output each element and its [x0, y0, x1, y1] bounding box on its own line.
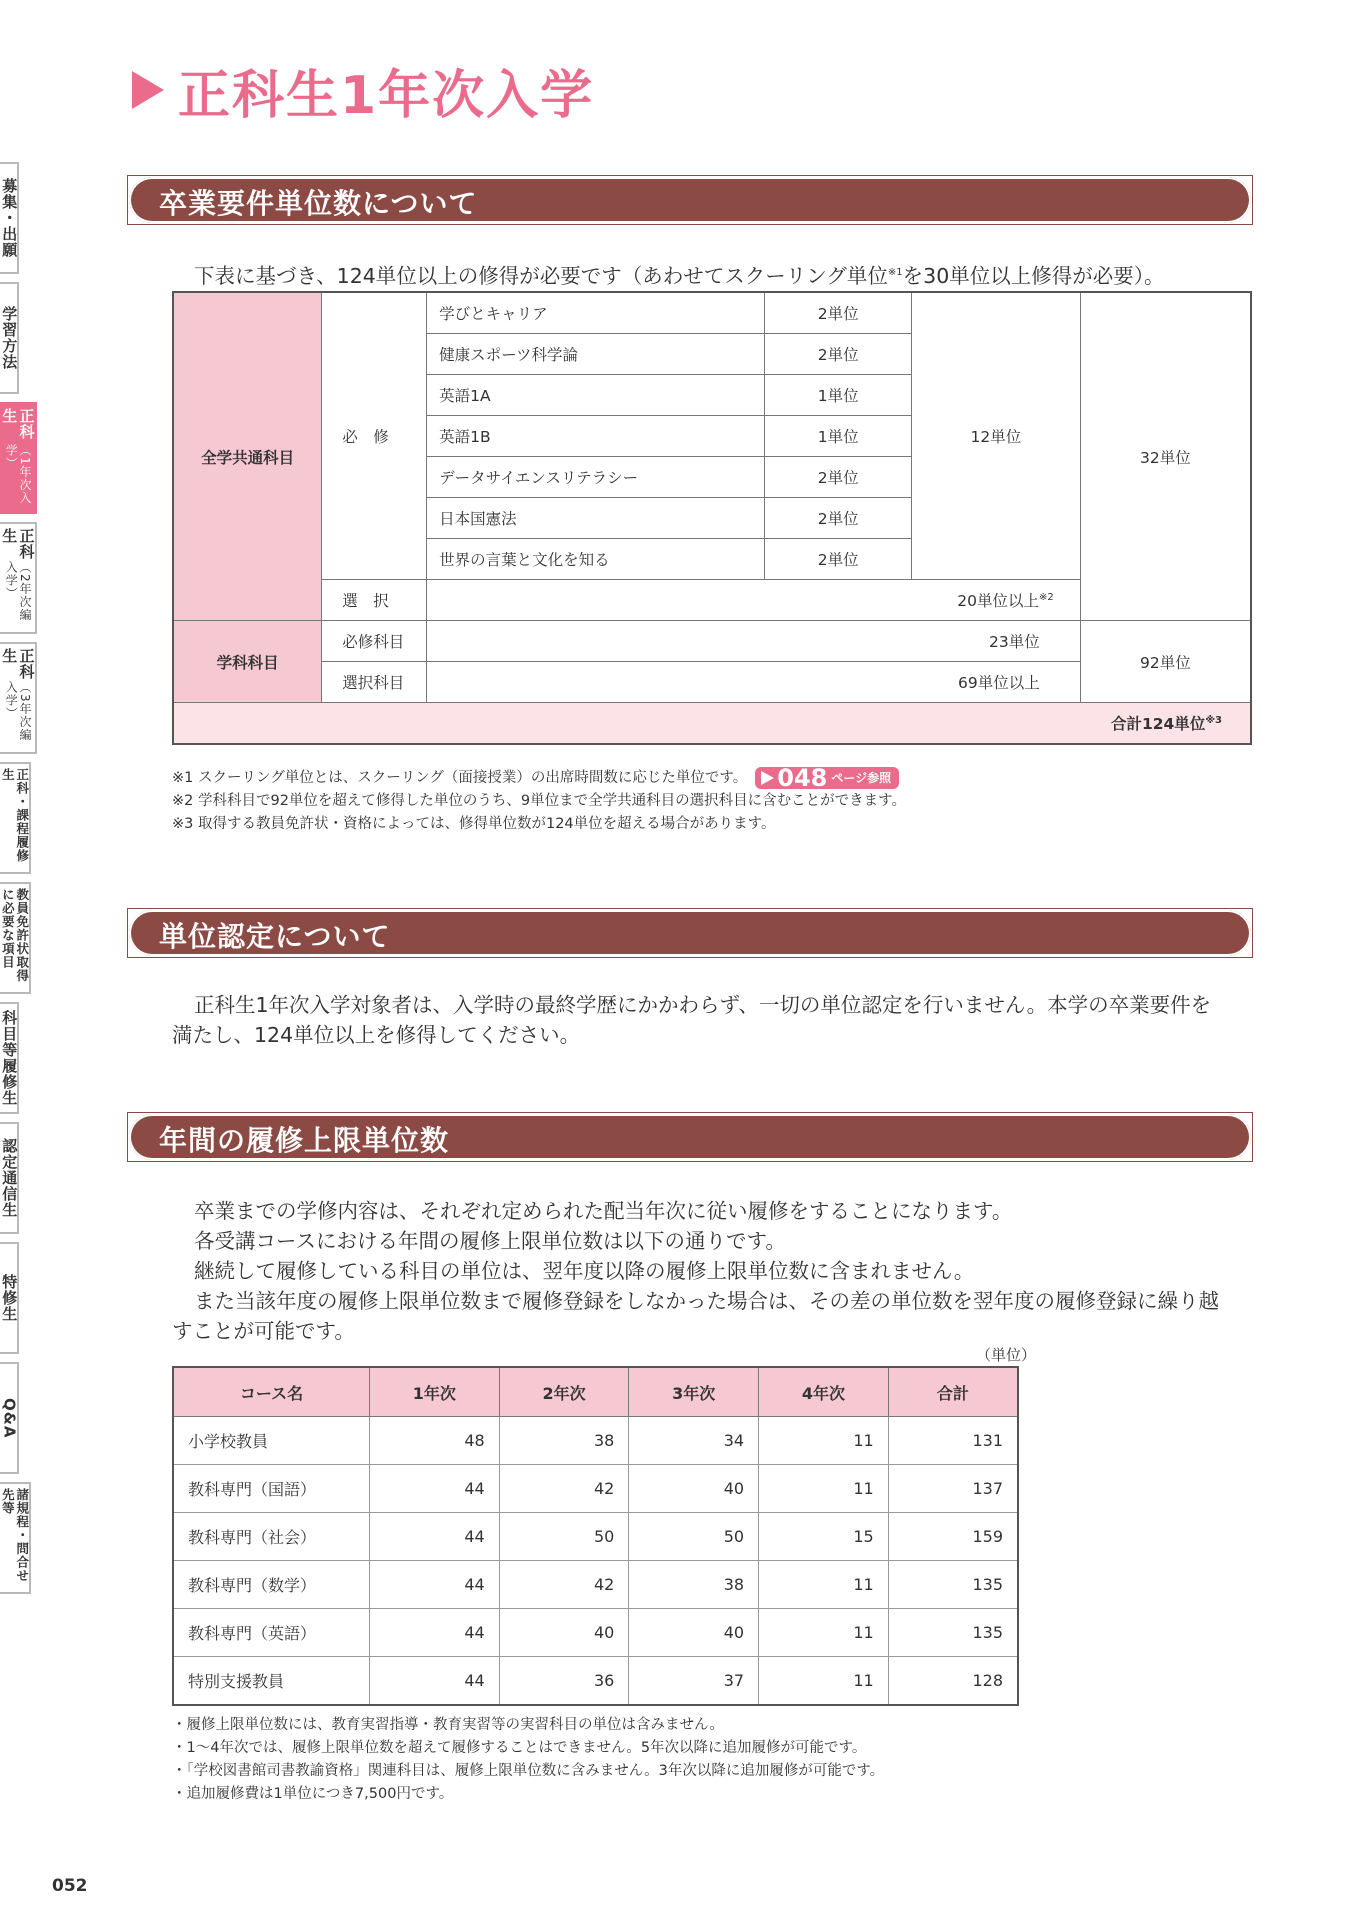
- body-line: すことが可能です。: [172, 1319, 355, 1343]
- note-line: ・追加履修費は1単位につき7,500円です。: [172, 1786, 454, 1802]
- cell-value: 50: [499, 1513, 629, 1561]
- side-tab-study-method[interactable]: [0, 282, 19, 394]
- cell-value: 44: [369, 1561, 499, 1609]
- side-tab-course-study[interactable]: [0, 762, 31, 874]
- section-title: 年間の履修上限単位数: [159, 1124, 450, 1157]
- course-name: 英語1A: [427, 375, 765, 416]
- cell-value: 40: [629, 1609, 759, 1657]
- grand-total-text: 合計124単位: [1110, 715, 1206, 733]
- group-cell: 全学共通科目: [173, 292, 322, 621]
- body-line: 卒業までの学修内容は、それぞれ定められた配当年次に従い履修をすることになります。: [194, 1199, 1013, 1223]
- side-tab-application[interactable]: [0, 162, 19, 274]
- side-tab-sublabel: （2年次編入学）: [4, 560, 33, 622]
- cell-value: 135: [888, 1609, 1018, 1657]
- side-tab-label: 科目等履修生: [0, 1010, 19, 1106]
- cell-value: 42: [499, 1561, 629, 1609]
- body-line: また当該年度の履修上限単位数まで履修登録をしなかった場合は、その差の単位数を翌年度の履修登録に繰り越: [194, 1289, 1219, 1313]
- course-name: 小学校教員: [173, 1417, 369, 1465]
- section-header-credit-recognition: [129, 910, 1251, 956]
- footnote-ref: ※3: [1205, 714, 1222, 726]
- table-header-row: [173, 1367, 1018, 1417]
- table-row: [173, 1561, 1018, 1609]
- side-tab-label: 正科・課程履修生: [0, 768, 30, 863]
- group-total: 32単位: [1080, 292, 1251, 621]
- side-tab-regular-3rd-year[interactable]: [0, 642, 37, 754]
- side-tab-certified-student[interactable]: [0, 1122, 19, 1234]
- cell-value: 11: [759, 1609, 889, 1657]
- cell-value: 37: [629, 1657, 759, 1706]
- triangle-arrow-icon: [132, 71, 164, 109]
- column-header: 2年次: [499, 1367, 629, 1417]
- page-title-text: 正科生1年次入学: [178, 65, 595, 126]
- cell-value: 135: [888, 1561, 1018, 1609]
- footnote-ref: ※2: [1039, 591, 1054, 603]
- side-tab-label: 正科生: [0, 648, 36, 680]
- side-tab-label: 学習方法: [0, 306, 19, 370]
- side-tab-label: 正科生: [0, 408, 36, 440]
- section-header-annual-limit: [129, 1114, 1251, 1160]
- note-line: ・履修上限単位数には、教育実習指導・教育実習等の実習科目の単位は含みません。: [172, 1717, 724, 1733]
- dept-required-units: 23単位: [427, 621, 1081, 662]
- course-name: 健康スポーツ科学論: [427, 334, 765, 375]
- table-row: [173, 1513, 1018, 1561]
- note-3: ※3 取得する教員免許状・資格によっては、修得単位数が124単位を超える場合があります。: [172, 816, 776, 832]
- note-line: ・1〜4年次では、履修上限単位数を超えて履修することはできません。5年次以降に追加履修が可能です。: [172, 1740, 867, 1756]
- course-units: 2単位: [765, 457, 912, 498]
- graduation-requirements-table: [172, 291, 1252, 745]
- intro-text: 下表に基づき、124単位以上の修得が必要です（あわせてスクーリング単位: [194, 263, 888, 288]
- cell-value: 128: [888, 1657, 1018, 1706]
- side-tab-label: 正科生: [0, 528, 36, 560]
- cell-value: 159: [888, 1513, 1018, 1561]
- side-tab-regular-1st-year[interactable]: [0, 402, 37, 514]
- side-tab-label: 認定通信生: [0, 1138, 19, 1218]
- side-tab-special-student[interactable]: [0, 1242, 19, 1354]
- elective-units: [427, 580, 1081, 621]
- cell-value: 38: [629, 1561, 759, 1609]
- column-header: コース名: [173, 1367, 369, 1417]
- course-name: 教科専門（社会）: [173, 1513, 369, 1561]
- course-name: 教科専門（数学）: [173, 1561, 369, 1609]
- side-tab-regular-2nd-year[interactable]: [0, 522, 37, 634]
- cell-value: 131: [888, 1417, 1018, 1465]
- side-tabs: [0, 162, 74, 1602]
- section-title: 卒業要件単位数について: [159, 187, 478, 220]
- page-title: [132, 55, 594, 125]
- footnote-ref: ※1: [887, 267, 903, 278]
- course-name: データサイエンスリテラシー: [427, 457, 765, 498]
- graduation-notes: [172, 764, 906, 836]
- body-line: 満たし、124単位以上を修得してください。: [172, 1023, 581, 1047]
- group-cell: 学科科目: [173, 621, 322, 703]
- side-tab-regulations[interactable]: [0, 1482, 31, 1594]
- side-tab-sublabel: （1年次入学）: [4, 443, 33, 505]
- course-name: 日本国憲法: [427, 498, 765, 539]
- side-tab-label: 教員免許状取得に必要な項目: [0, 888, 30, 983]
- unit-label: （単位）: [976, 1346, 1037, 1364]
- table-row: [173, 292, 1251, 334]
- table-row: [173, 1609, 1018, 1657]
- dept-required-label: 必修科目: [322, 621, 427, 662]
- cell-value: 40: [499, 1609, 629, 1657]
- body-line: 正科生1年次入学対象者は、入学時の最終学歴にかかわらず、一切の単位認定を行いません。本学の卒業要件を: [194, 993, 1212, 1017]
- annual-limit-body: [172, 1196, 1262, 1346]
- page-ref-number: 048: [777, 764, 828, 792]
- cell-value: 137: [888, 1465, 1018, 1513]
- cell-value: 11: [759, 1417, 889, 1465]
- note-text: ※1 スクーリング単位とは、スクーリング（面接授業）の出席時間数に応じた単位です。: [172, 770, 748, 786]
- annual-limit-table: [172, 1366, 1019, 1706]
- cell-value: 11: [759, 1657, 889, 1706]
- arrow-icon: [761, 771, 774, 785]
- course-units: 1単位: [765, 375, 912, 416]
- note-line: ・「学校図書館司書教諭資格」関連科目は、履修上限単位数に含みません。3年次以降に追加履修が可能です。: [172, 1763, 885, 1779]
- table-row: [173, 1417, 1018, 1465]
- cell-value: 15: [759, 1513, 889, 1561]
- side-tab-qa[interactable]: [0, 1362, 19, 1474]
- cell-value: 50: [629, 1513, 759, 1561]
- page-ref-link[interactable]: [755, 764, 899, 792]
- required-label: 必 修: [322, 292, 427, 580]
- side-tab-sublabel: （3年次編入学）: [4, 680, 33, 742]
- cell-value: 34: [629, 1417, 759, 1465]
- body-line: 継続して履修している科目の単位は、翌年度以降の履修上限単位数に含まれません。: [194, 1259, 975, 1283]
- side-tab-teacher-license[interactable]: [0, 882, 31, 994]
- cell-value: 11: [759, 1465, 889, 1513]
- section-header-graduation: [129, 177, 1251, 223]
- course-name: 特別支援教員: [173, 1657, 369, 1706]
- course-units: 2単位: [765, 292, 912, 334]
- cell-value: 48: [369, 1417, 499, 1465]
- required-total: 12単位: [912, 292, 1081, 580]
- column-header: 1年次: [369, 1367, 499, 1417]
- cell-value: 44: [369, 1513, 499, 1561]
- course-name: 教科専門（国語）: [173, 1465, 369, 1513]
- cell-value: 42: [499, 1465, 629, 1513]
- cell-value: 40: [629, 1465, 759, 1513]
- annual-limit-notes: [172, 1714, 884, 1806]
- graduation-intro: [194, 258, 1165, 291]
- side-tab-label: 募集・出願: [0, 178, 19, 258]
- cell-value: 44: [369, 1465, 499, 1513]
- page-ref-label: ページ参照: [831, 770, 892, 785]
- course-units: 2単位: [765, 334, 912, 375]
- dept-elective-units: 69単位以上: [427, 662, 1081, 703]
- credit-recognition-body: [172, 990, 1262, 1050]
- note-1: [172, 764, 906, 792]
- cell-value: 44: [369, 1657, 499, 1706]
- table-row: [173, 1465, 1018, 1513]
- column-header: 3年次: [629, 1367, 759, 1417]
- side-tab-label: Q&A: [0, 1397, 19, 1439]
- course-name: 学びとキャリア: [427, 292, 765, 334]
- grand-total: [173, 703, 1251, 745]
- cell-value: 11: [759, 1561, 889, 1609]
- side-tab-label: 諸規程・問合せ先等: [0, 1488, 30, 1583]
- elective-units-text: 20単位以上: [957, 592, 1040, 610]
- section-title: 単位認定について: [159, 920, 391, 953]
- course-units: 1単位: [765, 416, 912, 457]
- cell-value: 44: [369, 1609, 499, 1657]
- cell-value: 36: [499, 1657, 629, 1706]
- column-header: 4年次: [759, 1367, 889, 1417]
- course-units: 2単位: [765, 498, 912, 539]
- course-units: 2単位: [765, 539, 912, 580]
- cell-value: 38: [499, 1417, 629, 1465]
- table-row: [173, 703, 1251, 745]
- course-name: 世界の言葉と文化を知る: [427, 539, 765, 580]
- table-row: [173, 621, 1251, 662]
- elective-label: 選 択: [322, 580, 427, 621]
- dept-elective-label: 選択科目: [322, 662, 427, 703]
- intro-text: を30単位以上修得が必要）。: [902, 263, 1165, 288]
- group-total: 92単位: [1080, 621, 1251, 703]
- body-line: 各受講コースにおける年間の履修上限単位数は以下の通りです。: [194, 1229, 786, 1253]
- side-tab-subject-study[interactable]: [0, 1002, 19, 1114]
- column-header: 合計: [888, 1367, 1018, 1417]
- table-row: [173, 1657, 1018, 1706]
- note-2: ※2 学科科目で92単位を超えて修得した単位のうち、9単位まで全学共通科目の選択科目に含むことができます。: [172, 793, 906, 809]
- side-tab-label: 特修生: [0, 1274, 19, 1322]
- course-name: 英語1B: [427, 416, 765, 457]
- page-number: 052: [52, 1876, 88, 1896]
- course-name: 教科専門（英語）: [173, 1609, 369, 1657]
